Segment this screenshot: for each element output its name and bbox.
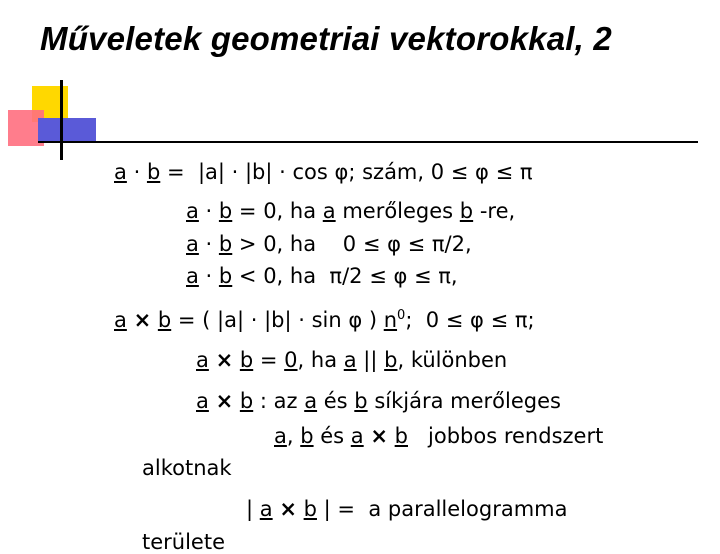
case-text: | = a parallelogramma [316, 497, 568, 521]
zero-vector: 0 [284, 348, 298, 372]
vector-b: b [218, 264, 233, 288]
dot-case-perpendicular [186, 199, 515, 223]
cross-right-handed [274, 424, 603, 448]
parallel-symbol: || [356, 348, 385, 372]
case-text: jobbos rendszert [408, 424, 604, 448]
cross-direction [196, 389, 561, 413]
dot-operator: · [198, 199, 219, 223]
vector-a: a [186, 199, 199, 223]
vector-a: a [259, 497, 273, 521]
equals-sign: = [166, 160, 185, 184]
cross-magnitude [246, 497, 567, 521]
cross-range: ; 0 ≤ φ ≤ π; [405, 308, 535, 332]
case-text: merőleges [335, 199, 460, 223]
case-text: -re, [473, 199, 516, 223]
unit-normal-n: n [383, 308, 398, 332]
case-text: : az [253, 389, 305, 413]
dot-operator: · [198, 264, 219, 288]
cross-operator: × [133, 308, 152, 332]
dot-product-formula: |a| · |b| · cos φ; szám, 0 ≤ φ ≤ π [197, 160, 533, 184]
vector-b: b [146, 160, 161, 184]
vector-b: b [300, 424, 314, 448]
vector-a: a [304, 389, 318, 413]
cross-case-parallel [196, 348, 507, 372]
abs-bar: | [246, 497, 260, 521]
vector-b: b [157, 308, 172, 332]
vector-a: a [186, 264, 199, 288]
case-text: = [253, 348, 285, 372]
case-text: és [317, 389, 355, 413]
cross-right-handed-cont: alkotnak [142, 456, 232, 480]
vector-b: b [459, 199, 474, 223]
case-text: > 0, ha 0 ≤ φ ≤ π/2, [232, 232, 472, 256]
vector-b: b [394, 424, 408, 448]
vector-b: b [384, 348, 398, 372]
cross-operator: × [215, 348, 234, 372]
cross-operator: × [279, 497, 297, 521]
vector-a: a [350, 424, 364, 448]
vector-a: a [196, 389, 209, 413]
cross-formula: = ( |a| · |b| · sin φ ) [171, 308, 384, 332]
case-text: < 0, ha π/2 ≤ φ ≤ π, [232, 264, 458, 288]
vector-b: b [239, 389, 254, 413]
vector-b: b [218, 232, 233, 256]
decor-vertical-line [60, 80, 63, 160]
case-text: , [286, 424, 301, 448]
cutoff-text: területe [142, 530, 226, 554]
vector-b: b [239, 348, 254, 372]
vector-a: a [186, 232, 199, 256]
case-text: és [313, 424, 351, 448]
page-title: Műveletek geometriai vektorokkal, 2 [40, 20, 612, 57]
vector-b: b [303, 497, 317, 521]
cross-operator: × [215, 389, 234, 413]
decor-blue-bar [38, 118, 96, 142]
vector-b: b [218, 199, 233, 223]
vector-a: a [196, 348, 209, 372]
title-divider [38, 141, 698, 143]
dot-case-negative [186, 264, 458, 288]
cross-product-definition [114, 308, 535, 332]
vector-a: a [114, 308, 127, 332]
vector-a: a [274, 424, 287, 448]
vector-a: a [343, 348, 357, 372]
case-text: síkjára merőleges [367, 389, 561, 413]
case-text: , különben [397, 348, 508, 372]
superscript-zero: 0 [397, 308, 406, 323]
case-text: = 0, ha [232, 199, 323, 223]
dot-product-definition [114, 160, 533, 184]
case-text: , ha [297, 348, 344, 372]
vector-a: a [322, 199, 336, 223]
dot-operator: · [133, 160, 141, 184]
dot-operator: · [198, 232, 219, 256]
dot-case-positive [186, 232, 472, 256]
vector-b: b [354, 389, 368, 413]
cross-operator: × [370, 424, 388, 448]
vector-a: a [114, 160, 127, 184]
